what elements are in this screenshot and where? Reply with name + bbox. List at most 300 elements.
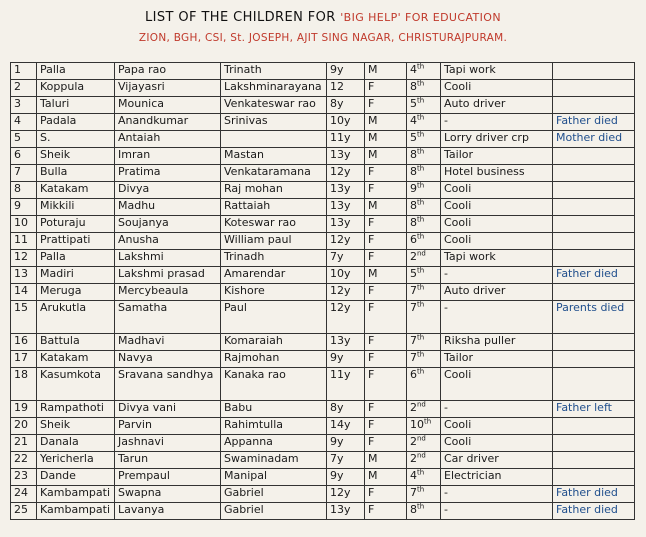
cell-surname: Meruga bbox=[37, 284, 115, 301]
cell-occupation: Tailor bbox=[441, 351, 553, 368]
cell-age: 12y bbox=[327, 486, 365, 503]
cell-sex: M bbox=[365, 114, 407, 131]
cell-occupation: Car driver bbox=[441, 452, 553, 469]
table-row bbox=[11, 63, 635, 80]
cell-child-name: Komaraiah bbox=[221, 334, 327, 351]
cell-occupation: Cooli bbox=[441, 199, 553, 216]
table-row bbox=[11, 503, 635, 520]
cell-age: 12y bbox=[327, 284, 365, 301]
table-row bbox=[11, 199, 635, 216]
cell-surname: Taluri bbox=[37, 97, 115, 114]
class-number: 2 bbox=[410, 435, 417, 448]
class-suffix: th bbox=[417, 283, 425, 292]
page-subtitle: ZION, BGH, CSI, St. JOSEPH, AJIT SING NAGAR, CHRISTURAJPURAM. bbox=[138, 32, 508, 44]
cell-note: Father died bbox=[553, 486, 635, 503]
cell-note bbox=[553, 148, 635, 165]
cell-occupation: Cooli bbox=[441, 182, 553, 199]
cell-parent-name: Vijayasri bbox=[115, 80, 221, 97]
cell-parent-name: Lakshmi prasad bbox=[115, 267, 221, 284]
cell-class bbox=[407, 435, 441, 452]
cell-age: 14y bbox=[327, 418, 365, 435]
table-row bbox=[11, 182, 635, 199]
class-number: 6 bbox=[410, 233, 417, 246]
cell-surname: Kasumkota bbox=[37, 368, 115, 401]
cell-class bbox=[407, 63, 441, 80]
cell-note bbox=[553, 216, 635, 233]
class-number: 2 bbox=[410, 452, 417, 465]
class-suffix: th bbox=[417, 367, 425, 376]
cell-sex: M bbox=[365, 452, 407, 469]
cell-sex: F bbox=[365, 435, 407, 452]
cell-class bbox=[407, 80, 441, 97]
cell-sex: M bbox=[365, 469, 407, 486]
cell-occupation: - bbox=[441, 486, 553, 503]
cell-child-name: Manipal bbox=[221, 469, 327, 486]
cell-age: 10y bbox=[327, 267, 365, 284]
cell-parent-name: Swapna bbox=[115, 486, 221, 503]
cell-surname: Battula bbox=[37, 334, 115, 351]
cell-class bbox=[407, 114, 441, 131]
cell-occupation: Tapi work bbox=[441, 250, 553, 267]
cell-child-name: Gabriel bbox=[221, 486, 327, 503]
cell-child-name: Paul bbox=[221, 301, 327, 334]
cell-class bbox=[407, 301, 441, 334]
cell-sex: F bbox=[365, 165, 407, 182]
cell-occupation: Cooli bbox=[441, 368, 553, 401]
cell-parent-name: Soujanya bbox=[115, 216, 221, 233]
class-number: 8 bbox=[410, 503, 417, 516]
cell-note: Father died bbox=[553, 503, 635, 520]
class-suffix: th bbox=[417, 232, 425, 241]
cell-parent-name: Madhu bbox=[115, 199, 221, 216]
cell-surname: Rampathoti bbox=[37, 401, 115, 418]
cell-parent-name: Samatha bbox=[115, 301, 221, 334]
cell-surname: Dande bbox=[37, 469, 115, 486]
cell-note bbox=[553, 63, 635, 80]
cell-child-name: Lakshminarayana bbox=[221, 80, 327, 97]
cell-surname: Mikkili bbox=[37, 199, 115, 216]
class-number: 5 bbox=[410, 97, 417, 110]
cell-note bbox=[553, 334, 635, 351]
cell-age: 7y bbox=[327, 250, 365, 267]
cell-child-name: Venkateswar rao bbox=[221, 97, 327, 114]
cell-class bbox=[407, 351, 441, 368]
class-suffix: th bbox=[417, 502, 425, 511]
table-row bbox=[11, 334, 635, 351]
cell-surname: Yericherla bbox=[37, 452, 115, 469]
cell-number: 15 bbox=[11, 301, 37, 334]
class-suffix: nd bbox=[417, 434, 426, 443]
table-row bbox=[11, 368, 635, 401]
class-number: 5 bbox=[410, 131, 417, 144]
class-suffix: th bbox=[417, 468, 425, 477]
table-row bbox=[11, 114, 635, 131]
cell-note bbox=[553, 435, 635, 452]
cell-note bbox=[553, 97, 635, 114]
cell-parent-name: Prempaul bbox=[115, 469, 221, 486]
cell-class bbox=[407, 199, 441, 216]
cell-number: 9 bbox=[11, 199, 37, 216]
cell-occupation: Hotel business bbox=[441, 165, 553, 182]
cell-number: 2 bbox=[11, 80, 37, 97]
class-number: 7 bbox=[410, 284, 417, 297]
cell-age: 8y bbox=[327, 97, 365, 114]
cell-age: 9y bbox=[327, 469, 365, 486]
cell-occupation: Tapi work bbox=[441, 63, 553, 80]
cell-occupation: Tailor bbox=[441, 148, 553, 165]
cell-surname: Kambampati bbox=[37, 486, 115, 503]
class-number: 4 bbox=[410, 469, 417, 482]
cell-number: 14 bbox=[11, 284, 37, 301]
class-suffix: th bbox=[417, 266, 425, 275]
cell-parent-name: Papa rao bbox=[115, 63, 221, 80]
cell-number: 21 bbox=[11, 435, 37, 452]
class-suffix: th bbox=[424, 417, 432, 426]
class-suffix: th bbox=[417, 96, 425, 105]
cell-note bbox=[553, 418, 635, 435]
class-number: 10 bbox=[410, 418, 424, 431]
cell-class bbox=[407, 267, 441, 284]
cell-number: 12 bbox=[11, 250, 37, 267]
cell-age: 9y bbox=[327, 351, 365, 368]
cell-occupation: Cooli bbox=[441, 233, 553, 250]
cell-parent-name: Navya bbox=[115, 351, 221, 368]
cell-surname: Padala bbox=[37, 114, 115, 131]
class-number: 4 bbox=[410, 63, 417, 76]
class-suffix: th bbox=[417, 333, 425, 342]
cell-sex: M bbox=[365, 148, 407, 165]
cell-note bbox=[553, 469, 635, 486]
class-suffix: th bbox=[417, 215, 425, 224]
cell-sex: F bbox=[365, 216, 407, 233]
cell-number: 13 bbox=[11, 267, 37, 284]
cell-occupation: - bbox=[441, 401, 553, 418]
class-suffix: th bbox=[417, 350, 425, 359]
class-number: 8 bbox=[410, 199, 417, 212]
class-number: 8 bbox=[410, 216, 417, 229]
class-suffix: th bbox=[417, 113, 425, 122]
class-number: 8 bbox=[410, 80, 417, 93]
class-number: 7 bbox=[410, 301, 417, 314]
cell-class bbox=[407, 233, 441, 250]
cell-parent-name: Divya vani bbox=[115, 401, 221, 418]
cell-age: 11y bbox=[327, 368, 365, 401]
class-suffix: th bbox=[417, 62, 425, 71]
children-table bbox=[10, 62, 635, 520]
cell-note bbox=[553, 250, 635, 267]
cell-number: 18 bbox=[11, 368, 37, 401]
cell-note bbox=[553, 165, 635, 182]
cell-number: 11 bbox=[11, 233, 37, 250]
cell-note: Parents died bbox=[553, 301, 635, 334]
cell-surname: Koppula bbox=[37, 80, 115, 97]
cell-class bbox=[407, 452, 441, 469]
cell-parent-name: Lakshmi bbox=[115, 250, 221, 267]
cell-sex: F bbox=[365, 301, 407, 334]
cell-age: 9y bbox=[327, 63, 365, 80]
cell-parent-name: Sravana sandhya bbox=[115, 368, 221, 401]
cell-sex: F bbox=[365, 182, 407, 199]
cell-parent-name: Mercybeaula bbox=[115, 284, 221, 301]
cell-surname: Prattipati bbox=[37, 233, 115, 250]
cell-sex: F bbox=[365, 418, 407, 435]
cell-number: 4 bbox=[11, 114, 37, 131]
cell-surname: S. bbox=[37, 131, 115, 148]
cell-surname: Palla bbox=[37, 63, 115, 80]
cell-parent-name: Imran bbox=[115, 148, 221, 165]
table-row bbox=[11, 165, 635, 182]
cell-age: 13y bbox=[327, 199, 365, 216]
cell-occupation: Auto driver bbox=[441, 284, 553, 301]
table-row bbox=[11, 301, 635, 334]
class-suffix: th bbox=[417, 300, 425, 309]
cell-parent-name: Jashnavi bbox=[115, 435, 221, 452]
cell-class bbox=[407, 216, 441, 233]
cell-age: 10y bbox=[327, 114, 365, 131]
cell-child-name: Venkataramana bbox=[221, 165, 327, 182]
cell-class bbox=[407, 368, 441, 401]
cell-sex: F bbox=[365, 233, 407, 250]
title-prefix: LIST OF THE CHILDREN FOR bbox=[145, 10, 336, 25]
cell-class bbox=[407, 148, 441, 165]
table-row bbox=[11, 267, 635, 284]
cell-surname: Bulla bbox=[37, 165, 115, 182]
cell-child-name: Appanna bbox=[221, 435, 327, 452]
cell-number: 23 bbox=[11, 469, 37, 486]
cell-occupation: Auto driver bbox=[441, 97, 553, 114]
cell-number: 3 bbox=[11, 97, 37, 114]
cell-number: 1 bbox=[11, 63, 37, 80]
cell-class bbox=[407, 418, 441, 435]
class-suffix: th bbox=[417, 198, 425, 207]
cell-note bbox=[553, 80, 635, 97]
cell-child-name: Srinivas bbox=[221, 114, 327, 131]
cell-class bbox=[407, 401, 441, 418]
cell-age: 13y bbox=[327, 334, 365, 351]
cell-note bbox=[553, 233, 635, 250]
cell-occupation: - bbox=[441, 114, 553, 131]
class-suffix: th bbox=[417, 164, 425, 173]
class-number: 7 bbox=[410, 486, 417, 499]
cell-note bbox=[553, 452, 635, 469]
cell-age: 12y bbox=[327, 233, 365, 250]
table-row bbox=[11, 284, 635, 301]
cell-number: 17 bbox=[11, 351, 37, 368]
cell-class bbox=[407, 284, 441, 301]
page-title bbox=[0, 10, 646, 25]
cell-number: 19 bbox=[11, 401, 37, 418]
cell-age: 12y bbox=[327, 165, 365, 182]
cell-parent-name: Parvin bbox=[115, 418, 221, 435]
table-row bbox=[11, 486, 635, 503]
table-row bbox=[11, 452, 635, 469]
class-number: 7 bbox=[410, 334, 417, 347]
table-row bbox=[11, 435, 635, 452]
class-suffix: th bbox=[417, 147, 425, 156]
cell-child-name: Kanaka rao bbox=[221, 368, 327, 401]
cell-age: 13y bbox=[327, 216, 365, 233]
cell-sex: M bbox=[365, 267, 407, 284]
cell-sex: F bbox=[365, 401, 407, 418]
cell-child-name: Mastan bbox=[221, 148, 327, 165]
cell-number: 25 bbox=[11, 503, 37, 520]
cell-sex: F bbox=[365, 284, 407, 301]
cell-class bbox=[407, 469, 441, 486]
table-row bbox=[11, 97, 635, 114]
cell-child-name: Rattaiah bbox=[221, 199, 327, 216]
cell-child-name: Rajmohan bbox=[221, 351, 327, 368]
cell-sex: F bbox=[365, 80, 407, 97]
cell-occupation: Cooli bbox=[441, 435, 553, 452]
class-suffix: nd bbox=[417, 249, 426, 258]
cell-note bbox=[553, 368, 635, 401]
class-suffix: th bbox=[417, 181, 425, 190]
cell-note: Mother died bbox=[553, 131, 635, 148]
cell-number: 24 bbox=[11, 486, 37, 503]
cell-age: 13y bbox=[327, 182, 365, 199]
cell-class bbox=[407, 182, 441, 199]
cell-age: 9y bbox=[327, 435, 365, 452]
cell-note: Father left bbox=[553, 401, 635, 418]
cell-occupation: Electrician bbox=[441, 469, 553, 486]
table-row bbox=[11, 401, 635, 418]
class-number: 8 bbox=[410, 148, 417, 161]
cell-child-name: Koteswar rao bbox=[221, 216, 327, 233]
cell-child-name: Raj mohan bbox=[221, 182, 327, 199]
cell-surname: Katakam bbox=[37, 182, 115, 199]
cell-occupation: - bbox=[441, 267, 553, 284]
cell-class bbox=[407, 165, 441, 182]
cell-class bbox=[407, 131, 441, 148]
table-row bbox=[11, 131, 635, 148]
table-row bbox=[11, 80, 635, 97]
cell-child-name: Babu bbox=[221, 401, 327, 418]
cell-class bbox=[407, 334, 441, 351]
class-number: 6 bbox=[410, 368, 417, 381]
cell-note: Father died bbox=[553, 114, 635, 131]
cell-age: 12y bbox=[327, 301, 365, 334]
class-suffix: nd bbox=[417, 451, 426, 460]
cell-parent-name: Mounica bbox=[115, 97, 221, 114]
cell-occupation: Cooli bbox=[441, 216, 553, 233]
cell-parent-name: Madhavi bbox=[115, 334, 221, 351]
cell-surname: Palla bbox=[37, 250, 115, 267]
cell-sex: M bbox=[365, 199, 407, 216]
cell-class bbox=[407, 250, 441, 267]
class-suffix: th bbox=[417, 485, 425, 494]
class-suffix: nd bbox=[417, 400, 426, 409]
class-number: 7 bbox=[410, 351, 417, 364]
cell-parent-name: Anusha bbox=[115, 233, 221, 250]
cell-surname: Sheik bbox=[37, 148, 115, 165]
cell-occupation: Cooli bbox=[441, 418, 553, 435]
cell-child-name: Kishore bbox=[221, 284, 327, 301]
cell-number: 16 bbox=[11, 334, 37, 351]
cell-parent-name: Pratima bbox=[115, 165, 221, 182]
cell-surname: Arukutla bbox=[37, 301, 115, 334]
cell-occupation: Lorry driver crp bbox=[441, 131, 553, 148]
cell-surname: Sheik bbox=[37, 418, 115, 435]
table-row bbox=[11, 250, 635, 267]
cell-surname: Katakam bbox=[37, 351, 115, 368]
cell-child-name: Swaminadam bbox=[221, 452, 327, 469]
cell-sex: F bbox=[365, 486, 407, 503]
cell-child-name: Rahimtulla bbox=[221, 418, 327, 435]
table-row bbox=[11, 148, 635, 165]
cell-parent-name: Divya bbox=[115, 182, 221, 199]
cell-sex: F bbox=[365, 503, 407, 520]
class-number: 8 bbox=[410, 165, 417, 178]
cell-parent-name: Tarun bbox=[115, 452, 221, 469]
cell-age: 13y bbox=[327, 503, 365, 520]
table-row bbox=[11, 216, 635, 233]
cell-occupation: Cooli bbox=[441, 80, 553, 97]
cell-note bbox=[553, 284, 635, 301]
table-row bbox=[11, 418, 635, 435]
cell-class bbox=[407, 503, 441, 520]
class-number: 9 bbox=[410, 182, 417, 195]
cell-number: 6 bbox=[11, 148, 37, 165]
cell-child-name: William paul bbox=[221, 233, 327, 250]
cell-occupation: - bbox=[441, 301, 553, 334]
cell-sex: F bbox=[365, 368, 407, 401]
cell-number: 20 bbox=[11, 418, 37, 435]
cell-parent-name: Antaiah bbox=[115, 131, 221, 148]
cell-surname: Madiri bbox=[37, 267, 115, 284]
cell-occupation: - bbox=[441, 503, 553, 520]
table-row bbox=[11, 233, 635, 250]
cell-age: 13y bbox=[327, 148, 365, 165]
cell-class bbox=[407, 486, 441, 503]
cell-class bbox=[407, 97, 441, 114]
cell-surname: Danala bbox=[37, 435, 115, 452]
cell-parent-name: Anandkumar bbox=[115, 114, 221, 131]
cell-number: 8 bbox=[11, 182, 37, 199]
cell-note: Father died bbox=[553, 267, 635, 284]
cell-child-name: Trinath bbox=[221, 63, 327, 80]
cell-age: 12 bbox=[327, 80, 365, 97]
class-number: 4 bbox=[410, 114, 417, 127]
cell-sex: F bbox=[365, 334, 407, 351]
cell-age: 7y bbox=[327, 452, 365, 469]
cell-child-name: Trinadh bbox=[221, 250, 327, 267]
title-quoted: 'BIG HELP' FOR EDUCATION bbox=[340, 11, 501, 24]
cell-sex: F bbox=[365, 351, 407, 368]
cell-age: 11y bbox=[327, 131, 365, 148]
cell-number: 22 bbox=[11, 452, 37, 469]
cell-parent-name: Lavanya bbox=[115, 503, 221, 520]
class-suffix: th bbox=[417, 130, 425, 139]
cell-note bbox=[553, 199, 635, 216]
cell-surname: Poturaju bbox=[37, 216, 115, 233]
class-number: 5 bbox=[410, 267, 417, 280]
cell-surname: Kambampati bbox=[37, 503, 115, 520]
cell-note bbox=[553, 182, 635, 199]
cell-note bbox=[553, 351, 635, 368]
cell-number: 5 bbox=[11, 131, 37, 148]
class-suffix: th bbox=[417, 79, 425, 88]
cell-child-name: Gabriel bbox=[221, 503, 327, 520]
cell-age: 8y bbox=[327, 401, 365, 418]
class-number: 2 bbox=[410, 250, 417, 263]
cell-child-name: Amarendar bbox=[221, 267, 327, 284]
table-row bbox=[11, 351, 635, 368]
cell-sex: F bbox=[365, 97, 407, 114]
class-number: 2 bbox=[410, 401, 417, 414]
cell-sex: M bbox=[365, 63, 407, 80]
table-row bbox=[11, 469, 635, 486]
cell-number: 10 bbox=[11, 216, 37, 233]
